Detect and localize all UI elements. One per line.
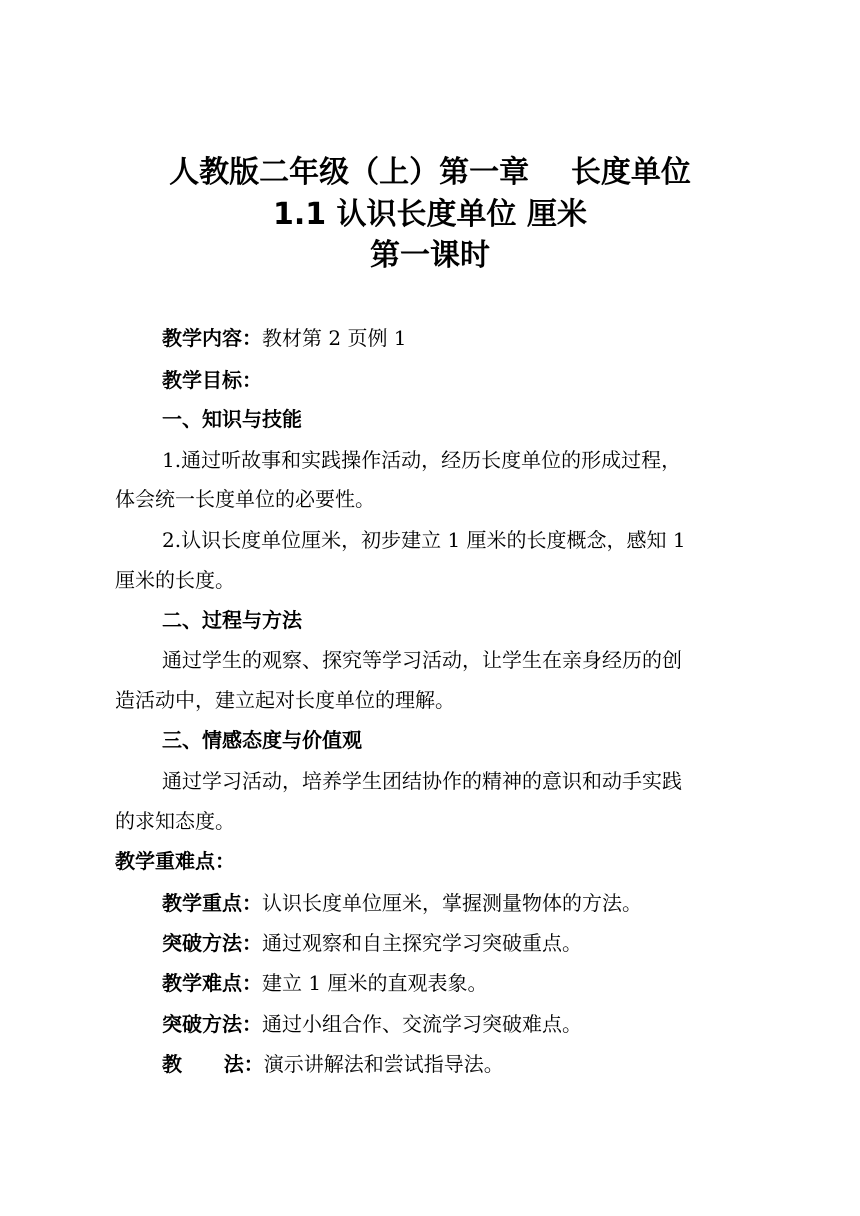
title-line-1: 人教版二年级（上）第一章 长度单位 [169,155,691,190]
teaching-content-row [162,324,765,352]
section-heading-attitude: 三、情感态度与价值观 [162,728,362,752]
section-3-line-2: 的求知态度。 [115,809,235,833]
section-heading-knowledge: 一、知识与技能 [162,407,302,431]
section-2-line-2: 造活动中，建立起对长度单位的理解。 [115,688,455,712]
key-point-value: 认识长度单位厘米，掌握测量物体的方法。 [262,891,642,915]
method-value: 演示讲解法和尝试指导法。 [263,1052,504,1076]
item-1-line-1: 1.通过听故事和实践操作活动，经历长度单位的形成过程， [162,448,682,472]
method-row [162,1050,765,1078]
breakthrough-1-value: 通过观察和自主探究学习突破重点。 [262,931,582,955]
breakthrough-2-label: 突破方法： [162,1012,262,1036]
key-point-row [162,889,765,917]
breakthrough-2-row [162,1010,765,1038]
key-difficult-label: 教学重难点： [115,849,235,873]
section-3-line-1: 通过学习活动，培养学生团结协作的精神的意识和动手实践 [162,769,682,793]
section-heading-process: 二、过程与方法 [162,608,302,632]
difficult-point-label: 教学难点： [162,971,262,995]
key-point-label: 教学重点： [162,891,262,915]
breakthrough-1-row [162,929,765,957]
section-2-line-1: 通过学生的观察、探究等学习活动，让学生在亲身经历的创 [162,648,682,672]
difficult-point-row [162,969,765,997]
teaching-goals-label: 教学目标： [162,368,262,392]
title-line-2: 1.1 认识长度单位 厘米 [272,197,588,232]
method-label: 教 法： [162,1052,264,1076]
difficult-point-value: 建立 1 厘米的直观表象。 [262,971,488,995]
item-2-line-2: 厘米的长度。 [115,568,235,592]
item-1-line-2: 体会统一长度单位的必要性。 [115,487,375,511]
breakthrough-1-label: 突破方法： [162,931,262,955]
item-2-line-1: 2.认识长度单位厘米，初步建立 1 厘米的长度概念，感知 1 [162,528,686,552]
title-line-3: 第一课时 [370,238,490,273]
breakthrough-2-value: 通过小组合作、交流学习突破难点。 [262,1012,582,1036]
teaching-content-value: 教材第 2 页例 1 [262,326,407,350]
teaching-content-label: 教学内容： [162,326,262,350]
